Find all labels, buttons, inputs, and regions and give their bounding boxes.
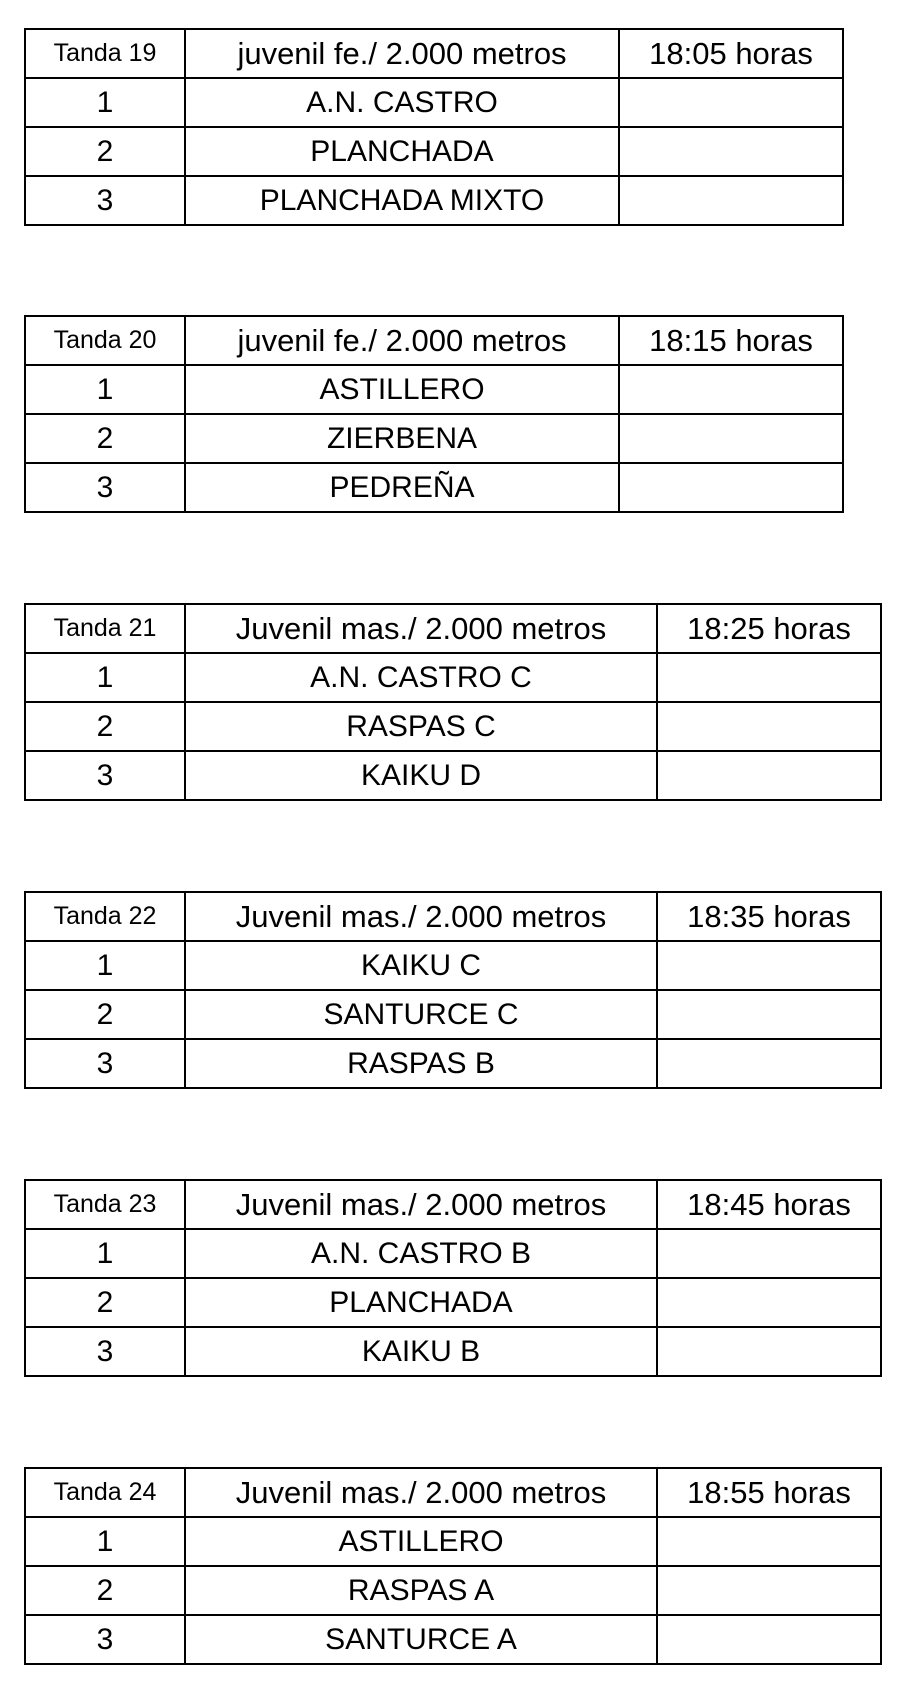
- team-name: ASTILLERO: [185, 365, 619, 414]
- team-name: ZIERBENA: [185, 414, 619, 463]
- heat-label: Tanda 19: [25, 29, 185, 78]
- result-cell: [619, 78, 843, 127]
- table-row: [25, 653, 881, 702]
- heat-time: 18:45 horas: [657, 1180, 881, 1229]
- result-cell: [619, 414, 843, 463]
- table-row: [25, 1615, 881, 1664]
- result-cell: [657, 751, 881, 800]
- result-cell: [657, 702, 881, 751]
- heat-time: 18:05 horas: [619, 29, 843, 78]
- result-cell: [619, 463, 843, 512]
- table-row: [25, 1278, 881, 1327]
- table-row: [25, 176, 843, 225]
- team-name: PLANCHADA: [185, 1278, 657, 1327]
- heat-table: [24, 1179, 882, 1377]
- table-row: [25, 1566, 881, 1615]
- heat-label: Tanda 20: [25, 316, 185, 365]
- lane-number: 3: [25, 1615, 185, 1664]
- heat-header-row: [25, 1180, 881, 1229]
- team-name: PLANCHADA MIXTO: [185, 176, 619, 225]
- table-row: [25, 78, 843, 127]
- heat-category: juvenil fe./ 2.000 metros: [185, 316, 619, 365]
- team-name: ASTILLERO: [185, 1517, 657, 1566]
- lane-number: 2: [25, 127, 185, 176]
- team-name: SANTURCE A: [185, 1615, 657, 1664]
- team-name: RASPAS B: [185, 1039, 657, 1088]
- lane-number: 2: [25, 990, 185, 1039]
- heat-header-row: [25, 316, 843, 365]
- table-row: [25, 941, 881, 990]
- lane-number: 3: [25, 1327, 185, 1376]
- heat-table: [24, 603, 882, 801]
- heat-header-row: [25, 892, 881, 941]
- team-name: PLANCHADA: [185, 127, 619, 176]
- heat-header-row: [25, 29, 843, 78]
- result-cell: [657, 1039, 881, 1088]
- team-name: RASPAS A: [185, 1566, 657, 1615]
- result-cell: [657, 1229, 881, 1278]
- lane-number: 3: [25, 751, 185, 800]
- result-cell: [619, 365, 843, 414]
- heat-time: 18:15 horas: [619, 316, 843, 365]
- heat-category: Juvenil mas./ 2.000 metros: [185, 1468, 657, 1517]
- heat-label: Tanda 22: [25, 892, 185, 941]
- heat-time: 18:35 horas: [657, 892, 881, 941]
- team-name: A.N. CASTRO: [185, 78, 619, 127]
- table-row: [25, 751, 881, 800]
- lane-number: 1: [25, 1229, 185, 1278]
- result-cell: [657, 1278, 881, 1327]
- table-row: [25, 414, 843, 463]
- heat-time: 18:25 horas: [657, 604, 881, 653]
- result-cell: [657, 1566, 881, 1615]
- table-row: [25, 702, 881, 751]
- lane-number: 1: [25, 653, 185, 702]
- result-cell: [619, 176, 843, 225]
- heat-label: Tanda 23: [25, 1180, 185, 1229]
- heat-time: 18:55 horas: [657, 1468, 881, 1517]
- heat-table: [24, 1467, 882, 1665]
- table-row: [25, 1039, 881, 1088]
- table-row: [25, 1327, 881, 1376]
- result-cell: [657, 1517, 881, 1566]
- team-name: A.N. CASTRO C: [185, 653, 657, 702]
- team-name: KAIKU C: [185, 941, 657, 990]
- lane-number: 2: [25, 702, 185, 751]
- lane-number: 2: [25, 1566, 185, 1615]
- heat-label: Tanda 21: [25, 604, 185, 653]
- lane-number: 3: [25, 1039, 185, 1088]
- result-cell: [619, 127, 843, 176]
- lane-number: 1: [25, 78, 185, 127]
- result-cell: [657, 1615, 881, 1664]
- lane-number: 1: [25, 365, 185, 414]
- table-row: [25, 463, 843, 512]
- heat-category: Juvenil mas./ 2.000 metros: [185, 604, 657, 653]
- team-name: KAIKU D: [185, 751, 657, 800]
- heat-category: Juvenil mas./ 2.000 metros: [185, 892, 657, 941]
- lane-number: 3: [25, 176, 185, 225]
- lane-number: 1: [25, 941, 185, 990]
- heat-category: juvenil fe./ 2.000 metros: [185, 29, 619, 78]
- team-name: KAIKU B: [185, 1327, 657, 1376]
- result-cell: [657, 990, 881, 1039]
- heat-header-row: [25, 1468, 881, 1517]
- heat-category: Juvenil mas./ 2.000 metros: [185, 1180, 657, 1229]
- lane-number: 2: [25, 1278, 185, 1327]
- team-name: SANTURCE C: [185, 990, 657, 1039]
- team-name: RASPAS C: [185, 702, 657, 751]
- heat-table: [24, 28, 844, 226]
- lane-number: 3: [25, 463, 185, 512]
- heat-table: [24, 315, 844, 513]
- table-row: [25, 1229, 881, 1278]
- table-row: [25, 365, 843, 414]
- result-cell: [657, 653, 881, 702]
- table-row: [25, 990, 881, 1039]
- result-cell: [657, 941, 881, 990]
- team-name: PEDREÑA: [185, 463, 619, 512]
- heat-table: [24, 891, 882, 1089]
- result-cell: [657, 1327, 881, 1376]
- team-name: A.N. CASTRO B: [185, 1229, 657, 1278]
- heat-label: Tanda 24: [25, 1468, 185, 1517]
- lane-number: 2: [25, 414, 185, 463]
- heat-header-row: [25, 604, 881, 653]
- lane-number: 1: [25, 1517, 185, 1566]
- table-row: [25, 127, 843, 176]
- table-row: [25, 1517, 881, 1566]
